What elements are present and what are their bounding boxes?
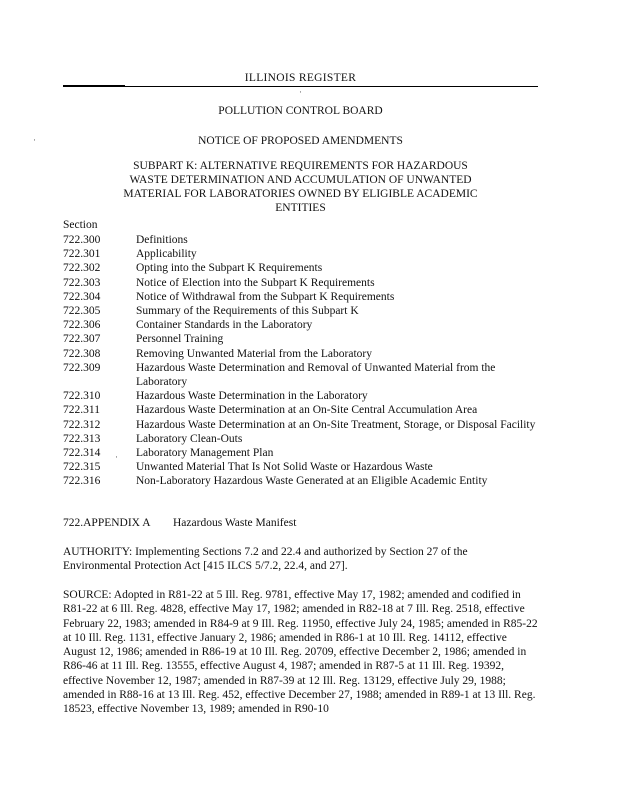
section-row [63,261,538,275]
section-number: 722.314 [63,447,101,460]
section-row [63,304,538,318]
section-title: Opting into the Subpart K Requirements [136,262,323,275]
section-row [63,418,538,432]
source-paragraph: SOURCE: Adopted in R81-22 at 5 Ill. Reg. 9781, effective May 17, 1982; amended and codified in R81-22 at 6 Ill. Reg. 4828, effective May 17, 1982; amended in R82-18 at 7 Ill. Reg. 2518, effective February 22, 1983; amended in R84-9 at 9 Ill. Reg. 11950, effective July 24, 1985; amended in R85-22 at 10 Ill. Reg. 1131, effective January 2, 1986; amended in R86-1 at 10 Ill. Reg. 14112, effective August 12, 1986; amended in R86-19 at 10 Ill. Reg. 20709, effective December 2, 1986; amended in R86-46 at 11 Ill. Reg. 13555, effective August 4, 1987; amended in R87-5 at 11 Ill. Reg. 19392, effective November 12, 1987; amended in R87-39 at 12 Ill. Reg. 13129, effective July 29, 1988; amended in R88-16 at 13 Ill. Reg. 452, effective December 27, 1988; amended in R89-1 at 13 Ill. Reg. 18523, effective November 13, 1989; amended in R90-10 [63,589,538,716]
section-row [63,347,538,361]
section-title: Non-Laboratory Hazardous Waste Generated at an Eligible Academic Entity [136,475,488,488]
section-row [63,446,538,460]
scan-speck: · [299,87,302,97]
section-title: Applicability [136,248,197,261]
appendix-number: 722.APPENDIX A [63,517,151,529]
section-number: 722.307 [63,333,101,346]
section-row [63,403,538,417]
section-number: 722.302 [63,262,101,275]
section-title: Removing Unwanted Material from the Laboratory [136,347,372,360]
section-label: Section [63,219,98,231]
section-row [63,318,538,332]
section-number: 722.305 [63,305,101,318]
section-number: 722.300 [63,234,101,246]
section-number: 722.316 [63,475,101,488]
scan-speck: · [33,135,36,145]
section-number: 722.313 [63,432,101,445]
section-title: Hazardous Waste Determination at an On-Site Central Accumulation Area [136,404,478,417]
appendix-title: Hazardous Waste Manifest [173,517,297,529]
section-row [63,247,538,261]
section-row [63,233,538,247]
section-number: 722.304 [63,290,101,303]
register-title: ILLINOIS REGISTER [244,72,357,84]
section-title: Hazardous Waste Determination at an On-Site Treatment, Storage, or Disposal Facility [136,418,536,431]
section-number: 722.315 [63,461,101,474]
subpart-line: WASTE DETERMINATION AND ACCUMULATION OF UNWANTED [129,174,472,186]
section-title: Personnel Training [136,333,224,346]
authority-paragraph: AUTHORITY: Implementing Sections 7.2 and 22.4 and authorized by Section 27 of the Environmental Protection Act [415 ILCS 5/7.2, 22.4, and 27]. [63,546,468,573]
section-title: Laboratory Management Plan [136,447,274,460]
section-row [63,460,538,474]
section-number: 722.301 [63,248,101,261]
section-title: Container Standards in the Laboratory [136,319,313,332]
section-title: Notice of Withdrawal from the Subpart K Requirements [136,290,395,303]
section-row [63,432,538,446]
subpart-line: SUBPART K: ALTERNATIVE REQUIREMENTS FOR HAZARDOUS [133,160,468,172]
section-title: Hazardous Waste Determination in the Laboratory [136,390,368,403]
section-row [63,290,538,304]
section-title: Laboratory Clean-Outs [136,432,243,445]
notice-title: NOTICE OF PROPOSED AMENDMENTS [198,135,403,147]
subpart-line: ENTITIES [275,202,326,214]
section-title: Definitions [136,234,188,246]
subpart-heading [63,159,538,215]
section-row [63,332,538,346]
appendix-row [63,517,296,529]
board-title: POLLUTION CONTROL BOARD [218,105,383,117]
section-number: 722.311 [63,404,100,417]
subpart-line: MATERIAL FOR LABORATORIES OWNED BY ELIGIBLE ACADEMIC [123,188,478,200]
section-row [63,361,538,389]
section-number: 722.303 [63,276,101,289]
scan-speck: · [115,452,118,462]
section-title: Summary of the Requirements of this Subpart K [136,305,359,318]
section-row [63,276,538,290]
section-number: 722.306 [63,319,101,332]
section-title: Unwanted Material That Is Not Solid Waste or Hazardous Waste [136,461,433,474]
section-number: 722.309 [63,361,101,374]
section-title: Hazardous Waste Determination and Removal of Unwanted Material from the Laboratory [136,361,496,389]
section-number: 722.312 [63,418,101,431]
section-number: 722.310 [63,390,101,403]
section-row [63,389,538,403]
section-number: 722.308 [63,347,101,360]
section-title: Notice of Election into the Subpart K Requirements [136,276,375,289]
section-list [63,233,538,489]
section-row [63,474,538,488]
